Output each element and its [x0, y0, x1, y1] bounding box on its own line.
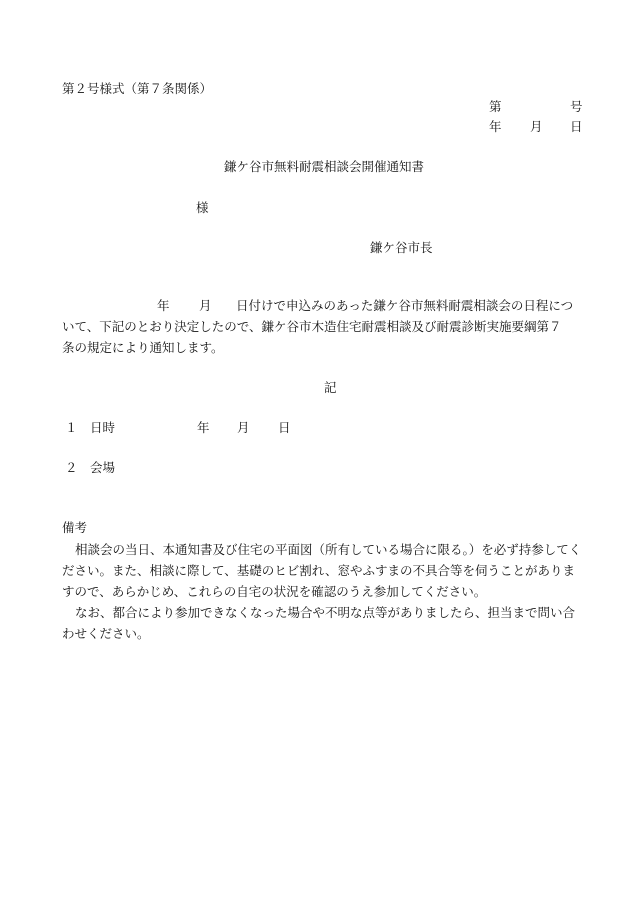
- document-number-suffix: 号: [570, 99, 583, 114]
- ki-heading: 記: [324, 380, 337, 395]
- item-datetime-month: 月: [237, 420, 250, 435]
- remarks-heading: 備考: [62, 520, 88, 535]
- item-datetime-label: 日時: [90, 420, 116, 435]
- body-date-year: 年: [157, 298, 170, 313]
- document-date: [0, 121, 630, 135]
- form-label: 第２号様式（第７条関係）: [62, 81, 213, 96]
- item-datetime-day: 日: [278, 420, 291, 435]
- body-line-1-text: 日付けで申込みのあった鎌ケ谷市無料耐震相談会の日程につ: [236, 298, 574, 313]
- item-datetime-number: １: [65, 420, 78, 435]
- item-venue-number: ２: [65, 460, 78, 475]
- document-date-year: 年: [489, 119, 502, 134]
- remarks-paragraph-1: 相談会の当日、本通知書及び住宅の平面図（所有している場合に限る。）を必ず持参してください。また、相談に際して、基礎のヒビ割れ、窓やふすまの不具合等を伺うことがありますので、あらかじめ、これらの自宅の状況を確認のうえ参加してください。: [62, 542, 582, 599]
- body-line-1: [0, 300, 630, 314]
- item-datetime: [0, 422, 630, 436]
- remarks-paragraph-2: なお、都合により参加できなくなった場合や不明な点等がありましたら、担当まで問い合わせください。: [62, 605, 576, 641]
- document-title: 鎌ケ谷市無料耐震相談会開催通知書: [224, 159, 425, 174]
- item-venue: [0, 462, 630, 476]
- body-line-2: いて、下記のとおり決定したので、鎌ケ谷市木造住宅耐震相談及び耐震診断実施要綱第７: [62, 319, 562, 334]
- body-date-month: 月: [199, 298, 212, 313]
- sender-name: 鎌ケ谷市長: [370, 240, 433, 255]
- document-number: [0, 101, 630, 115]
- item-datetime-year: 年: [197, 420, 210, 435]
- document-date-day: 日: [570, 119, 583, 134]
- body-line-3: 条の規定により通知します。: [62, 340, 224, 355]
- document-number-prefix: 第: [489, 99, 502, 114]
- item-venue-label: 会場: [90, 460, 116, 475]
- document-date-month: 月: [530, 119, 543, 134]
- recipient-honorific: 様: [196, 200, 209, 215]
